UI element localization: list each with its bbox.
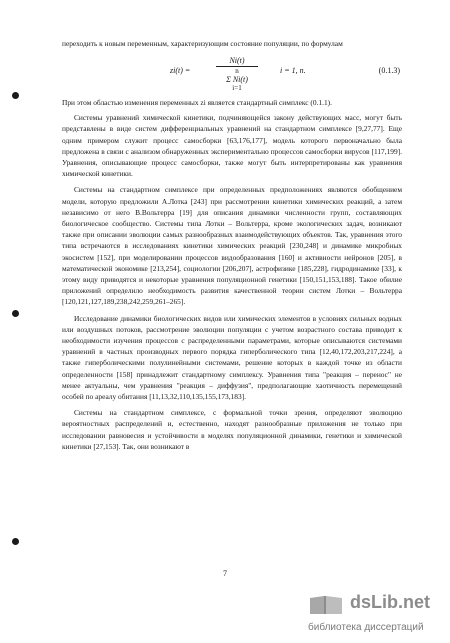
paragraph: При этом областью изменения переменных zi является стандартный симплекс (0.1.1). (62, 98, 332, 107)
binding-hole-dot (12, 310, 19, 317)
watermark-logo-text: dsLib.net (350, 592, 430, 612)
book-icon (308, 594, 344, 616)
formula-fraction (216, 56, 258, 92)
binding-hole-dot (12, 92, 19, 99)
paragraph: Системы на стандартном симплексе, с формальной точки зрения, определяют эволюцию вероятностных распределений и, естественно, находят разнообразные приложения не только при исследовании равновесия и устойчивости в моделях популяционной динамики, генетики и химической кинетики [27,153]. Так, они возникают в (62, 408, 402, 451)
paragraph: Системы на стандартном симплексе при определенных предположениях являются обобщением модели, которую предложили А.Лотка [243] при рассмотрении кинетики химических реакций, а затем независимо от него В.Вольтерра [19] для описания динамики численности групп, составляющих биологическое сообщество. Системы типа Лотки – Вольтерра, кроме экологических задач, возникают также при описании эволюции самых разнообразных взаимодействующих объектов. Так, уравнения этого типа встречаются в исследованиях кинетики химических реакций [230,248] и динамике микробных экосистем [152], при моделировании процессов видообразования [160] и активности нейронов [205], в математической экономике [213,254], социологии [206,207], астрофизике [185,228], гидродинамике [33], к этому виду приводятся и некоторые уравнения популяционной генетики [150,151,153,188]. Такое обилие приложений определило необходимость развития качественной теории систем Лотки – Вольтерра [120,121,127,189,238,242,259,261–265]. (62, 185, 402, 307)
intro-text (62, 38, 402, 49)
binding-hole-dot (12, 538, 19, 545)
page-number: 7 (223, 569, 227, 578)
formula-condition: i = 1, n. (280, 66, 306, 75)
paragraph: Исследование динамики биологических видов или химических элементов в условиях сильных водных или воздушных потоков, рассмотрение эволюции популяции с учетом возрастного состава приводит к необходимости изучения процессов с распределенными параметрами, которые описываются системами уравнений в частных производных первого порядка гиперболического типа [12,40,172,203,217,224], а также гиперболическими полулинейными системами, решение которых в каждой точке из области определенности [158] принадлежит стандартному симплексу. Уравнения типа "реакция – перенос" не менее актуальны, чем уравнения "реакция – диффузия", предполагающие хаотичность перемещений особей по ареалу обитания [11,13,32,110,135,155,173,183]. (62, 313, 402, 402)
formula-lhs: zi(t) = (170, 66, 191, 75)
formula-block (62, 54, 402, 92)
paragraph: Системы уравнений химической кинетики, подчиняющейся закону действующих масс, могут быть представлены в виде систем дифференциальных уравнений на стандартном симплексе [9,27,77]. Еще одним примером служит процесс самосборки [63,176,177], модель которого первоначально была предложена в связи с анализом обнаруженных экспериментально процессов самосборки вирусов [117,199]. Уравнения, описывающие процесс самосборки, также могут быть интерпретированы как уравнения химической кинетики. (62, 113, 402, 179)
watermark (308, 592, 438, 638)
formula-denominator: Σ Ni(t) (226, 75, 248, 84)
equation-number: (0.1.3) (378, 66, 400, 75)
watermark-subtitle: библиотека диссертаций (308, 622, 424, 633)
body-text (62, 97, 402, 452)
intro-line: переходить к новым переменным, характеризующим состояние популяции, по формулам (62, 39, 343, 48)
formula-numerator: Ni(t) (216, 56, 258, 67)
formula-sum-bottom: i=1 (232, 84, 242, 92)
formula-sum-top: n (235, 67, 239, 75)
